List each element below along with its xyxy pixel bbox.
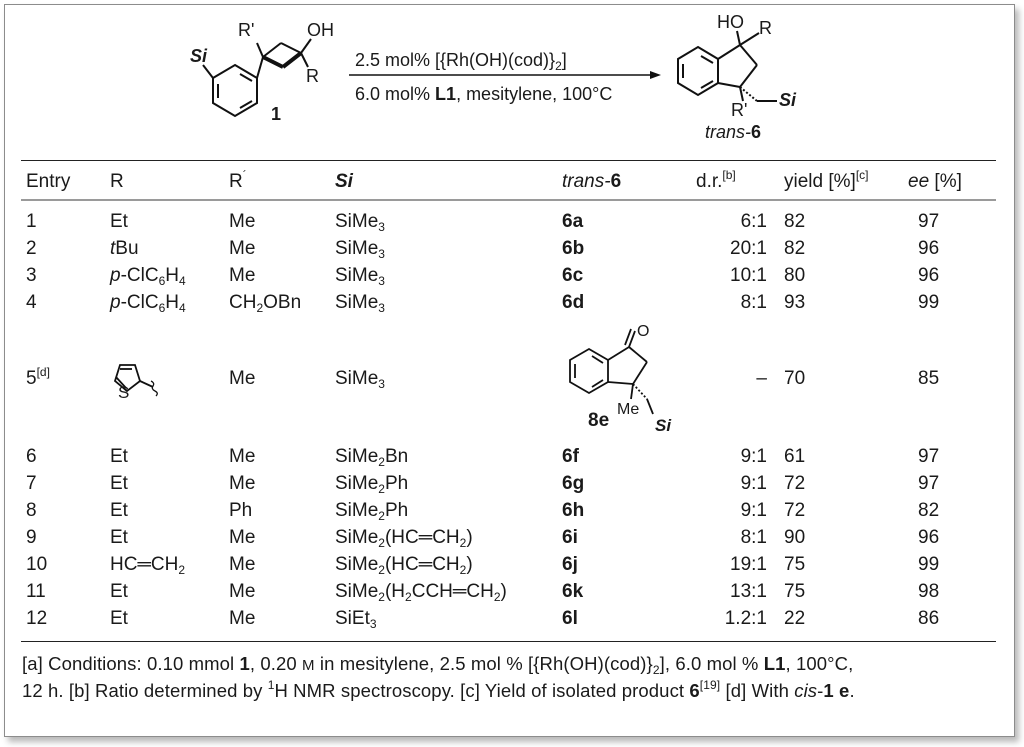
cell-r: tBu xyxy=(110,238,139,259)
cell-r-prime: Me xyxy=(229,554,256,575)
cell-si: $SiMe_2(HC═CH_2)$ xyxy=(335,527,473,550)
cell-ee: 96 xyxy=(918,265,940,286)
cell-r-prime: Me xyxy=(229,608,256,629)
cell-r-prime: Me xyxy=(229,265,256,286)
cell-si: SiMe$_2$Ph xyxy=(335,500,409,523)
reaction-scheme xyxy=(5,5,1014,155)
cell-ee: 99 xyxy=(918,292,940,313)
cell-entry: 8 xyxy=(26,500,37,521)
cell-si: SiMe$_2$Bn xyxy=(335,446,409,469)
cell-entry: 12 xyxy=(26,608,48,629)
cell-si: $SiMe_2(HC═CH_2)$ xyxy=(335,554,473,577)
cell-r: Et xyxy=(110,211,128,232)
cell-yield: 80 xyxy=(784,265,806,286)
cell-si: SiMe$_3$ xyxy=(335,292,385,315)
product-ho: HO xyxy=(717,12,744,32)
cell-ee: 97 xyxy=(918,446,940,467)
cell-si: SiEt$_3$ xyxy=(335,608,377,631)
cell-r-prime: Me xyxy=(229,368,256,389)
header-ee: ee [%] xyxy=(908,171,962,192)
cell-yield: 72 xyxy=(784,500,806,521)
cell-yield: 70 xyxy=(784,368,806,389)
cell-dr: 9:1 xyxy=(740,473,767,494)
cell-entry: 10 xyxy=(26,554,48,575)
cell-ee: 99 xyxy=(918,554,940,575)
cell-r: Et xyxy=(110,608,128,629)
cell-dr: 1.2:1 xyxy=(724,608,767,629)
cell-yield: 93 xyxy=(784,292,806,313)
cell-r-prime: Me xyxy=(229,446,256,467)
header-trans-6: trans-6 xyxy=(562,171,622,192)
cell-si: SiMe$_3$ xyxy=(335,211,385,234)
table-top-rule xyxy=(21,160,996,161)
header-dr: d.r.[b] xyxy=(696,168,736,192)
cell-r-prime: Me xyxy=(229,238,256,259)
indanone-me-label: Me xyxy=(617,401,640,418)
product-r-prime: R' xyxy=(731,100,748,120)
cell-yield: 72 xyxy=(784,473,806,494)
cell-dr: 8:1 xyxy=(740,292,767,313)
cell-dr: 6:1 xyxy=(740,211,767,232)
cell-yield: 82 xyxy=(784,211,806,232)
cell-product: 6j xyxy=(562,554,578,575)
reactant-number: 1 xyxy=(271,104,282,124)
indanone-si-label: Si xyxy=(655,416,672,435)
footnote-line-2: 12 h. [b] Ratio determined by $^1$H NMR spectroscopy. [c] Yield of isolated product 6[19] [d] With cis-1 e. xyxy=(22,678,855,701)
cell-r-prime: Me xyxy=(229,211,256,232)
cell-si: SiMe$_3$ xyxy=(335,368,385,391)
cell-yield: 90 xyxy=(784,527,806,548)
cell-entry: 2 xyxy=(26,238,37,259)
reactant-si-label: Si xyxy=(190,46,208,66)
cell-r: $p-ClC_6H_4$ xyxy=(110,265,186,288)
cell-r-prime: Ph xyxy=(229,500,253,521)
cell-r: Et xyxy=(110,473,128,494)
cell-dr: 10:1 xyxy=(730,265,767,286)
cell-r-prime: Me xyxy=(229,473,256,494)
cell-r-prime: Me xyxy=(229,527,256,548)
cell-product: 6f xyxy=(562,446,579,467)
cell-product: 6d xyxy=(562,292,585,313)
header-yield: yield [%][c] xyxy=(784,168,869,192)
cell-yield: 75 xyxy=(784,581,806,602)
cell-product: 6c xyxy=(562,265,584,286)
indanone-o-label: O xyxy=(637,323,650,340)
cell-si: $SiMe_2(H_2CCH═CH_2)$ xyxy=(335,581,507,604)
cell-product: 6l xyxy=(562,608,578,629)
cell-ee: 96 xyxy=(918,527,940,548)
cell-entry: 1 xyxy=(26,211,37,232)
cell-product: 8e xyxy=(588,410,610,431)
reactant-oh: OH xyxy=(307,20,334,40)
cell-product: 6h xyxy=(562,500,585,521)
header-r-prime: R´ xyxy=(229,168,247,192)
cell-dr: 19:1 xyxy=(730,554,767,575)
cell-r: $p-ClC_6H_4$ xyxy=(110,292,186,315)
cell-product: 6b xyxy=(562,238,585,259)
product-r: R xyxy=(759,18,772,38)
product-name: trans-6 xyxy=(705,122,762,142)
table-bottom-rule xyxy=(21,641,996,642)
cell-ee: 98 xyxy=(918,581,940,602)
cell-si: SiMe$_3$ xyxy=(335,238,385,261)
cell-yield: 82 xyxy=(784,238,806,259)
cell-dr: 8:1 xyxy=(740,527,767,548)
conditions-line-2: 6.0 mol% L1, mesitylene, 100°C xyxy=(355,84,613,104)
reactant-r: R xyxy=(306,66,319,86)
cell-dr: – xyxy=(756,368,767,389)
cell-product: 6i xyxy=(562,527,578,548)
thiophene-structure xyxy=(101,345,171,405)
cell-entry: 11 xyxy=(26,581,46,602)
table-frame xyxy=(4,4,1015,737)
header-si: Si xyxy=(335,171,353,192)
cell-entry: 7 xyxy=(26,473,37,494)
cell-entry: 4 xyxy=(26,292,37,313)
product-si-label: Si xyxy=(779,90,797,110)
cell-r-prime: $CH_2OBn$ xyxy=(229,292,302,315)
cell-r: Et xyxy=(110,446,128,467)
footnote-line-1: [a] Conditions: 0.10 mmol 1, 0.20 M in mesitylene, 2.5 mol % $[\{Rh(OH)(cod)\}_2]$, 6.0 mol % L1, 100°C, xyxy=(22,653,854,677)
header-rule xyxy=(21,199,996,201)
cell-ee: 82 xyxy=(918,500,940,521)
cell-entry: 6 xyxy=(26,446,37,467)
cell-ee: 96 xyxy=(918,238,940,259)
cell-r: Et xyxy=(110,527,128,548)
cell-product: 6a xyxy=(562,211,584,232)
cell-r: Et xyxy=(110,500,128,521)
cell-dr: 9:1 xyxy=(740,500,767,521)
reactant-r-prime: R' xyxy=(238,20,255,40)
cell-r-prime: Me xyxy=(229,581,256,602)
cell-ee: 86 xyxy=(918,608,940,629)
cell-yield: 75 xyxy=(784,554,806,575)
conditions-line-1: 2.5 mol% $[\{Rh(OH)(cod)\}_2]$ xyxy=(355,50,567,73)
cell-product: 6k xyxy=(562,581,584,602)
cell-dr: 13:1 xyxy=(730,581,767,602)
cell-r: Et xyxy=(110,581,128,602)
cell-ee: 85 xyxy=(918,368,940,389)
cell-r: $HC═CH_2$ xyxy=(110,554,186,577)
header-r: R xyxy=(110,171,124,192)
cell-si: SiMe$_2$Ph xyxy=(335,473,409,496)
cell-ee: 97 xyxy=(918,211,940,232)
cell-dr: 9:1 xyxy=(740,446,767,467)
cell-si: SiMe$_3$ xyxy=(335,265,385,288)
cell-yield: 61 xyxy=(784,446,806,467)
cell-entry: 9 xyxy=(26,527,37,548)
cell-dr: 20:1 xyxy=(730,238,767,259)
cell-yield: 22 xyxy=(784,608,806,629)
thiophene-s-label: S xyxy=(118,383,130,402)
cell-entry: 3 xyxy=(26,265,37,286)
header-entry: Entry xyxy=(26,171,71,192)
cell-ee: 97 xyxy=(918,473,940,494)
cell-product: 6g xyxy=(562,473,585,494)
cell-entry: 5[d] xyxy=(26,365,50,389)
